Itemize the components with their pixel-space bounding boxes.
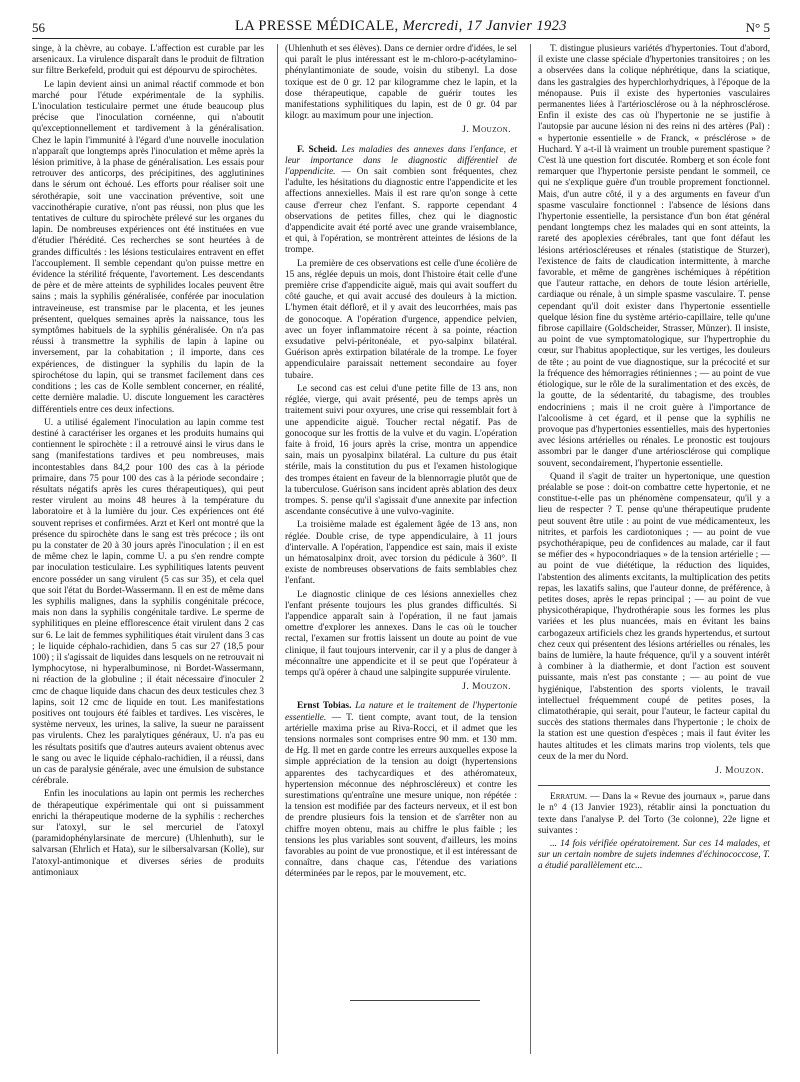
issue-number: N° 5 (745, 20, 770, 35)
erratum-text: — Dans la « Revue des journaux », parue dans le n° 4 (13 Janvier 1923), rétablir ainsi la ponctuation du texte dans l'analyse P. del Torto (3e colonne), 22e ligne et suivantes : (538, 792, 770, 836)
journal-title-line (32, 18, 770, 35)
paragraph: La première de ces observations est celle d'une écolière de 15 ans, réglée depuis un mois, dont l'histoire était celle d'une première crise d'appendicite aiguë, mais qui avait souffert du côté gauche, et qui avait accusé des douleurs à la miction. L'hymen était déflorê, et il y avait des leucorrhées, mais pas de gonocoque. A l'opération d'urgence, appendice pelvien, avec un foyer inflammatoire récent à sa pointe, réaction exsudative pelvi-péritonéale, et pyo-salpinx bilatéral. Guérison après extirpation bilatérale de la trompe. Le foyer appendiculaire paraissait nettement secondaire au foyer tubaire. (285, 258, 517, 381)
erratum-paragraph (538, 792, 770, 837)
column-divider-1 (277, 44, 278, 1054)
paragraph: Quand il s'agit de traiter un hypertonique, une question préalable se pose : doit-on combattre cette hypertonie, et ne constitue-t-elle pas un phénomène compensateur, qu'il y a lieu de respecter ? T. pense qu'une thérapeutique prudente peut souvent être utile : au point de vue médicamenteux, les nitrites, et parfois les cardiotoniques ; — au point de vue psychothérapique, peu de confidences au malade, car il faut se méfier des « hypocondriaques » de la tension artérielle ; — au point de vue diététique, la réduction des liquides, l'abstention des aliments excitants, la multiplication des petits repas, les laxatifs salins, que l'auteur donne, de préférence, à petites doses, après le repas principal ; — au point de vue physicothérapique, l'hydrothérapie sous les formes les plus variées et les plus nuancées, mais en évitant les bains carbogazeux artificiels chez les grands hypertendus, et surtout chez ceux qui présentent des lésions artérielles ou rénales, les bains de lumière, la haute fréquence, qu'il y a souvent intérêt à combiner à la diathermie, et dont l'action est souvent puissante, mais n'est pas constante ; — au point de vue hygiénique, l'abstention des sports violents, le travail intellectuel fréquemment coupé de petites poses, la climatothérapie, qui serait, pour l'auteur, le facteur capital du succès des stations thermales dans l'hypertonie ; le choix de la station est une question d'espèces ; mais il faut éviter les hautes altitudes et les climats marins trop violents, tels que ceux de la mer du Nord. (538, 471, 770, 762)
issue-date: Mercredi, 17 Janvier 1923 (402, 18, 567, 34)
paragraph: singe, à la chèvre, au cobaye. L'affection est curable par les arsenicaux. La virulence disparaît dans le produit de filtration sur filtre Berkefeld, produit qui est dépourvu de spirochètes. (32, 44, 264, 77)
signature: J. Mouzon. (462, 682, 511, 693)
article-title: Les maladies des annexes dans l'enfance, et leur importance dans le diagnostic différentiel de l'appendicite. (285, 144, 517, 178)
column-1 (32, 44, 264, 1054)
article-title: La nature et le traitement de l'hypertonie essentielle. (285, 701, 517, 723)
paragraph: La troisième malade est également âgée de 13 ans, non réglée. Double crise, de type appendiculaire, à 11 jours d'intervalle. A l'opération, l'appendice est sain, mais il existe un hématosalpinx droit, avec torsion du pédicule à 360°. Il existe de nombreuses observations de faits semblables chez l'enfant. (285, 520, 517, 587)
article-text: — T. tient compte, avant tout, de la tension artérielle maxima prise au Riva-Rocci, et il admet que les tensions normales sont comprises entre 90 mm. et 130 mm. de Hg. Il met en garde contre les erreurs auxquelles expose la simple appréciation de la tension au doigt (hypertensions apparentes des tachycardiques et des athéromateux, hypertension méconnue des néphroscléreux) et contre les surestimations qu'entraîne une mesure unique, non répétée : la tension est modifiée par des facteurs nerveux, et il est bon de prendre plusieurs fois la tension et de s'arrêter non au chiffre moyen obtenu, mais au chiffre le plus faible ; les tensions les plus variables sont souvent, d'ailleurs, les moins favorables au point de vue pronostique, et il est intéressant de connaître, dans chaque cas, l'étendue des variations déterminées par le repos, par le mouvement, etc. (285, 712, 517, 880)
column-divider-2 (530, 44, 531, 1054)
erratum-label: Erratum. (550, 792, 588, 803)
header-rule (32, 38, 770, 39)
column-2 (285, 44, 517, 880)
bottom-rule (350, 1000, 480, 1001)
paragraph: U. a utilisé également l'inoculation au lapin comme test destiné à caractériser les organes et les produits humains qui contiennent le spirochète : il a retrouvé ainsi le virus dans le sang (manifestations tardives et peu nombreuses, mais incontestables dans 84,2 pour 100 des cas à la période primaire, dans 75 pour 100 des cas à la période secondaire ; résultats négatifs après les cures thérapeutiques), qui peut rester virulent au moins 48 heures à la température du laboratoire et à la lumière du jour. Ces expériences ont été souvent reprises et confirmées. Arzt et Kerl ont montré que la présence du spirochète dans le sang est très précoce ; ils ont pu la constater de 20 à 30 jours après l'inoculation ; il en est de même chez le lapin, comme U. a pu s'en rendre compte par inoculation testiculaire. Les syphilitiques latents peuvent encore posséder un sang virulent (5 cas sur 35), et cela quel que soit l'état du Bordet-Wassermann. Il en est de même dans les syphilis malignes, dans la syphilis congénitale précoce, mais non dans la syphilis congénitale tardive. Le sperme de syphilitiques en pleine efflorescence était virulent dans 2 cas sur 6. Le lait de femmes syphilitiques était virulent dans 3 cas ; le liquide céphalo-rachidien, dans 5 cas sur 27 (18,5 pour 100) ; il s'agissait de liquides dans lesquels on ne retrouvait ni lymphocytose, ni hyperalbuminose, ni Bordet-Wassermann, ni réaction de la globuline ; il était nécessaire d'inoculer 2 cmc de chaque liquide dans chacun des deux testicules chez 3 lapins, soit 12 cmc de liquide en tout. Les manifestations positives ont toujours été faibles et tardives. Les viscères, le système nerveux, les urines, la salive, la sueur ne paraissent pas virulents. Chez les paralytiques généraux, U. n'a pas eu les résultats positifs que d'autres auteurs avaient obtenus avec le sang ou avec le liquide céphalo-rachidien, il a réussi, dans un cas de paralysie générale, avec une émulsion de substance cérébrale. (32, 417, 264, 787)
article-scheid (285, 145, 517, 257)
paragraph: Le diagnostic clinique de ces lésions annexielles chez l'enfant présente toujours les plus grandes difficultés. Si l'appendice apparaît sain à l'opération, il ne faut jamais omettre d'explorer les annexes. Dans le cas où le toucher rectal, l'examen sur frottis laissent un doute au point de vue clinique, il faut toujours intervenir, car il y a plus de danger à méconnaître une appendicite et il se peut que l'opérateur à temps qu'à opérer à chaud une salpingite suppurée virulente. (285, 589, 517, 678)
article-author: Ernst Tobias. (297, 701, 352, 712)
signature: J. Mouzon. (462, 125, 511, 136)
paragraph: Le lapin devient ainsi un animal réactif commode et bon marché pour l'étude expérimentale de la syphilis. L'inoculation testiculaire permet une étude beaucoup plus précise que l'inoculation cornéenne, qui n'aboutit qu'exceptionnellement et tardivement à la généralisation. Chez le lapin l'immunité à l'égard d'une nouvelle inoculation n'apparaît que longtemps après l'inoculation et même après la lésion primitive, à la phase de généralisation. Les essais pour retrouver des anticorps, des précipitines, des agglutinines dans le sérum ont échoué. Les efforts pour réaliser soit une sérothérapie, soit une vaccination préventive, soit une vaccinothérapie curative, n'ont pas réussi, non plus que les tentatives de culture du spirochète prélevé sur les organes du lapin. De nombreuses expériences ont été instituées en vue d'étudier l'hérédité. Ces recherches se sont heurtées à de grandes difficultés : les lésions testiculaires entravent en effet l'accouplement. Il semble cependant qu'on puisse mettre en évidence la stérilité fréquente, l'avortement. Les descendants de père et de mère atteints de syphilides locales peuvent être sains ; mais la syphilis généralisée, conférée par inoculation intraveineuse, est transmise par le placenta, et les jeunes présentent, quelques semaines après la naissance, tous les symptômes habituels de la syphilis généralisée. On n'a pas réussi à transmettre la syphilis de lapin à lapine ou inversement, par la cohabitation ; il importe, dans ces expériences, de distinguer la syphilis du lapin de la spirochétose du lapin, qui se transmet facilement dans ces conditions ; les cas de Kolle semblent concerner, en réalité, cette dernière maladie. U. discute longuement les caractères différentiels entre ces deux infections. (32, 79, 264, 415)
page-header (32, 18, 770, 40)
journal-name: LA PRESSE MÉDICALE, (235, 18, 399, 34)
erratum-quote: ... 14 fois vérifiée opératoirement. Sur ces 14 malades, et sur un certain nombre de sujets indemnes d'échinococcose, T. a étudié parallèlement etc... (538, 839, 770, 872)
paragraph: (Uhlenhuth et ses élèves). Dans ce dernier ordre d'idées, le sel qui paraît le plus intéressant est le m-chloro-p-acétylamino-phénylantimoniate de soude, voisin du stibenyl. La dose toxique est de 0 gr. 12 par kilogramme chez le lapin, et la dose thérapeutique, capable de guérir toutes les manifestations syphilitiques du lapin, est de 0 gr. 04 par kilogr. au maximum pour une injection. (285, 44, 517, 122)
paragraph: Le second cas est celui d'une petite fille de 13 ans, non réglée, vierge, qui avait présenté, peu de temps après un traitement suivi pour oxyures, une crise qui ressemblait fort à une appendicite aiguë. Toucher rectal négatif. Pas de gonocoque sur les frottis de la vulve et du vagin. L'opération faite à froid, 16 jours après la crise, montra un appendice sain, mais un pyosalpinx bilatéral. La culture du pus était stérile, mais la constitution du pus et l'examen histologique des trompes étaient en faveur de la blennorragie plutôt que de la tuberculose. Guérison sans incident après ablation des deux trompes. S. pense qu'il s'agissait d'une annexite par infection ascendante consécutive à une vulvo-vaginite. (285, 383, 517, 518)
article-author: F. Scheid. (297, 144, 338, 155)
signature: J. Mouzon. (715, 766, 764, 776)
paragraph: Enfin les inoculations au lapin ont permis les recherches de thérapeutique expérimentale qui ont si puissamment enrichi la thérapeutique moderne de la syphilis : recherches sur l'atoxyl, sur le sel mercuriel de l'atoxyl (paramidophénylarsinate de mercure) (Uhlenhuth), sur le salvarsan (Ehrlich et Hata), sur le silbersalvarsan (Kolle), sur l'atoxyl-antimonique et diverses séries de produits antimoniaux (32, 789, 264, 878)
article-intro: — On sait combien sont fréquentes, chez l'adulte, les hésitations du diagnostic entre l'appendicite et les affections annexielles. Mais il est rare qu'on songe à cette cause d'erreur chez l'enfant. S. rapporte cependant 4 observations de petites filles, chez qui le diagnostic d'appendicite avait été porté avec une grande vraisemblance, et qui, à l'opération, se montrèrent atteintes de lésions de la trompe. (285, 167, 517, 256)
erratum-box (538, 785, 770, 872)
column-3 (538, 44, 770, 1054)
article-tobias (285, 701, 517, 880)
paragraph: T. distingue plusieurs variétés d'hypertonies. Tout d'abord, il existe une classe spéciale d'hypertonies transitoires ; on les a observées dans la colique néphrétique, dans la sciatique, dans les gastralgies des hyperchlorhydriques, à l'époque de la ménopause. Puis il existe des hypertonies vasculaires permanentes liées à l'artériosclérose ou à la néphrosclérose. Enfin il existe des cas où l'hypertonie ne se justifie à l'autopsie par aucune lésion ni des reins ni des artères (Pal) : « hypertonie essentielle » de Franck, « présclérose » de Huchard. Y a-t-il là vraiment un trouble purement spastique ? C'est là une question fort discutée. Romberg et son école font remarquer que l'hypertonie persiste pendant le sommeil, ce qui ne s'explique guère d'un trouble proprement fonctionnel. Mais, d'un autre côté, il y a des arguments en faveur d'un spasme vasculaire fonctionnel : l'absence de lésions dans l'hypertonie essentielle, la persistance d'un bon état général pendant longtemps chez les malades qui en sont atteints, la rareté des apoplexies cérébrales, tant que font défaut les lésions artérioscléreuses et rénales (statistique de Sturzer), l'existence de faits de claudication intermittente, à marche favorable, et même de gangrènes ischémiques à répétition que l'auteur rattache, en dehors de toute lésion artérielle, cardiaque ou rénale, à un simple spasme vasculaire. T. pense cependant qu'il doit exister dans l'hypertonie essentielle quelque lésion fine du système artério-capillaire, telle qu'une fibrose capillaire (Goldscheider, Strasser, Münzer). Il insiste, au point de vue symptomatologique, sur l'hypertrophie du cœur, sur l'habitus apoplectique, sur les vertiges, les douleurs de tête ; au point de vue diagnostique, sur la précocité et sur la fréquence des hémorragies rétiniennes ; — au point de vue étiologique, sur le rôle de la suralimentation et des excès, de la goutte, de la sédentarité, du tabagisme, des troubles endocriniens ; mais il ne croit guère à l'importance de l'alcoolisme à cet égard, et il pense que la syphilis ne provoque pas d'hypertonies essentielles, mais des hypertonies avec lésions artérielles ou rénales. Le pronostic est toujours assombri par le danger d'une artériosclérose qui complique souvent, secondairement, l'hypertonie essentielle. (538, 44, 770, 469)
page-number: 56 (32, 20, 45, 35)
